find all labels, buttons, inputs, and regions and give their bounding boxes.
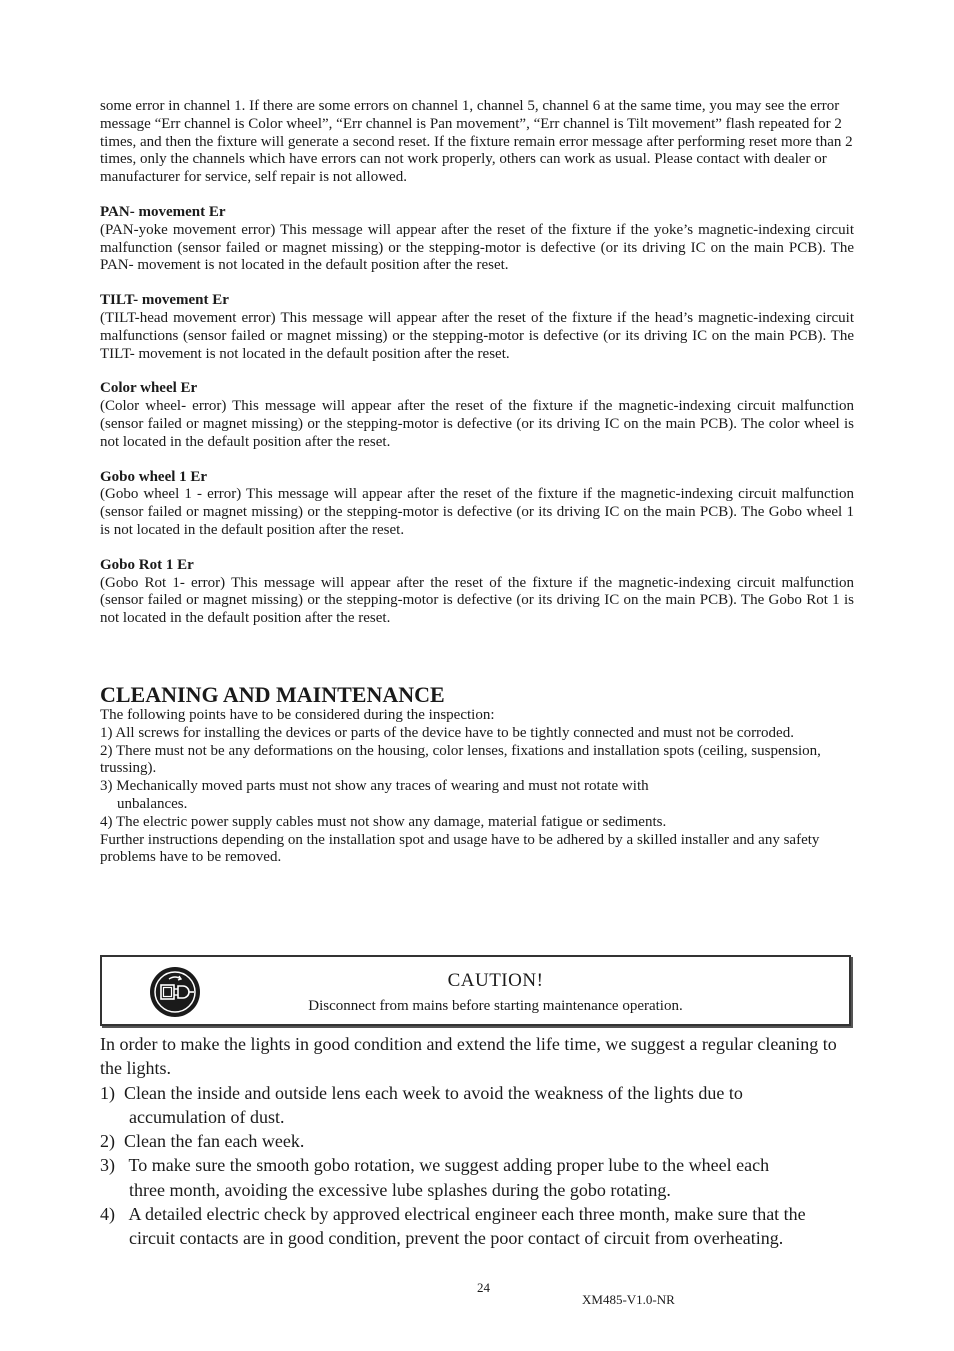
list-item bbox=[100, 1129, 860, 1153]
section-body: (Gobo wheel 1 - error) This message will appear after the reset of the fixture if the magnetic-indexing circuit malfunction (sensor failed or magnet missing) or the stepping-motor is defective (or its driving IC on the main PCB). The Gobo wheel 1 is not located in the default position after the reset. bbox=[100, 486, 854, 538]
section-title: Gobo wheel 1 Er bbox=[100, 468, 208, 485]
list-continuation: circuit contacts are in good condition, prevent the poor contact of circuit from overheating. bbox=[129, 1228, 784, 1249]
list-number: 3) bbox=[100, 1155, 115, 1176]
list-continuation: accumulation of dust. bbox=[129, 1106, 285, 1127]
document-code: XM485-V1.0-NR bbox=[582, 1292, 675, 1307]
section-body: (TILT-head movement error) This message will appear after the reset of the fixture if the head’s magnetic-indexing circuit malfunctions (sensor failed or magnet missing) or the stepping-motor is defective (or its driving IC on the main PCB). The TILT- movement is not located in the default position after the reset. bbox=[100, 309, 854, 362]
cleaning-intro: The following points have to be considered during the inspection: bbox=[100, 706, 495, 723]
cleaning-item: 2) There must not be any deformations on the housing, color lenses, fixations and installation spots (ceiling, suspension, trussing). bbox=[100, 742, 821, 777]
cleaning-title: CLEANING AND MAINTENANCE bbox=[100, 681, 445, 707]
list-number: 4) bbox=[100, 1204, 115, 1225]
cleaning-item-continuation: unbalances. bbox=[117, 795, 188, 812]
list-text: Clean the inside and outside lens each week to avoid the weakness of the lights due to bbox=[124, 1082, 743, 1103]
section-body: (PAN-yoke movement error) This message will appear after the reset of the fixture if the yoke’s magnetic-indexing circuit malfunction (sensor failed or magnet missing) or the stepping-motor is defective (or its driving IC on the main PCB). The PAN- movement is not located in the default position after the reset. bbox=[100, 221, 854, 274]
suggestion-intro: In order to make the lights in good condition and extend the life time, we suggest a regular cleaning to the lights. bbox=[100, 1034, 837, 1079]
section-body: (Color wheel- error) This message will appear after the reset of the fixture if the magnetic-indexing circuit malfunction (sensor failed or magnet missing) or the stepping-motor is defective (or its driving IC on the main PCB). The color wheel is not located in the default position after the reset. bbox=[100, 398, 854, 450]
cleaning-item: 3) Mechanically moved parts must not show any traces of wearing and must not rotate with bbox=[100, 778, 649, 795]
error-section-gobo-wheel bbox=[100, 469, 854, 540]
maintenance-suggestions bbox=[100, 1032, 860, 1251]
cleaning-further: Further instructions depending on the installation spot and usage have to be adhered by a skilled installer and any safety problems have to be removed. bbox=[100, 831, 820, 866]
page-content bbox=[100, 98, 854, 867]
list-text: Clean the fan each week. bbox=[124, 1131, 305, 1152]
section-body: (Gobo Rot 1- error) This message will appear after the reset of the fixture if the magnetic-indexing circuit malfunction (sensor failed or magnet missing) or the stepping-motor is defective (or its driving IC on the main PCB). The Gobo Rot 1 is not located in the default position after the reset. bbox=[100, 574, 854, 627]
list-number: 2) bbox=[100, 1131, 115, 1152]
list-item bbox=[100, 1081, 860, 1105]
caution-title: CAUTION! bbox=[447, 970, 544, 991]
section-title: PAN- movement Er bbox=[100, 203, 226, 220]
error-section-pan bbox=[100, 204, 854, 275]
section-title: Color wheel Er bbox=[100, 380, 198, 397]
cleaning-item: 4) The electric power supply cables must not show any damage, material fatigue or sediments. bbox=[100, 813, 667, 830]
list-item bbox=[100, 1202, 860, 1226]
list-number: 1) bbox=[100, 1082, 115, 1103]
cleaning-list bbox=[100, 707, 854, 867]
section-title: TILT- movement Er bbox=[100, 292, 229, 309]
cleaning-item: 1) All screws for installing the devices or parts of the device have to be tightly connected and must not be corroded. bbox=[100, 724, 794, 741]
page-number: 24 bbox=[477, 1280, 490, 1295]
intro-paragraph: some error in channel 1. If there are some errors on channel 1, channel 5, channel 6 at the same time, you may see the error message “Err channel is Color wheel”, “Err channel is Pan movement”, “Err channel is Tilt movement” flash repeated for 2 times, and then the fixture will generate a second reset. If the fixture remain error message after performing reset more than 2 times, only the channels which have errors can not work properly, others can work as usual. Please contact with dealer or manufacturer for service, self repair is not allowed. bbox=[100, 98, 853, 186]
list-item bbox=[100, 1153, 860, 1177]
list-text: A detailed electric check by approved electrical engineer each three month, make sure that the bbox=[128, 1204, 806, 1225]
caution-text: Disconnect from mains before starting maintenance operation. bbox=[308, 998, 683, 1014]
error-section-tilt bbox=[100, 292, 854, 363]
section-title: Gobo Rot 1 Er bbox=[100, 556, 194, 573]
caution-box bbox=[100, 955, 851, 1026]
list-continuation: three month, avoiding the excessive lube splashes during the gobo rotating. bbox=[129, 1179, 671, 1200]
error-section-color-wheel bbox=[100, 380, 854, 451]
list-text: To make sure the smooth gobo rotation, we suggest adding proper lube to the wheel each bbox=[128, 1155, 770, 1176]
error-section-gobo-rot bbox=[100, 557, 854, 628]
